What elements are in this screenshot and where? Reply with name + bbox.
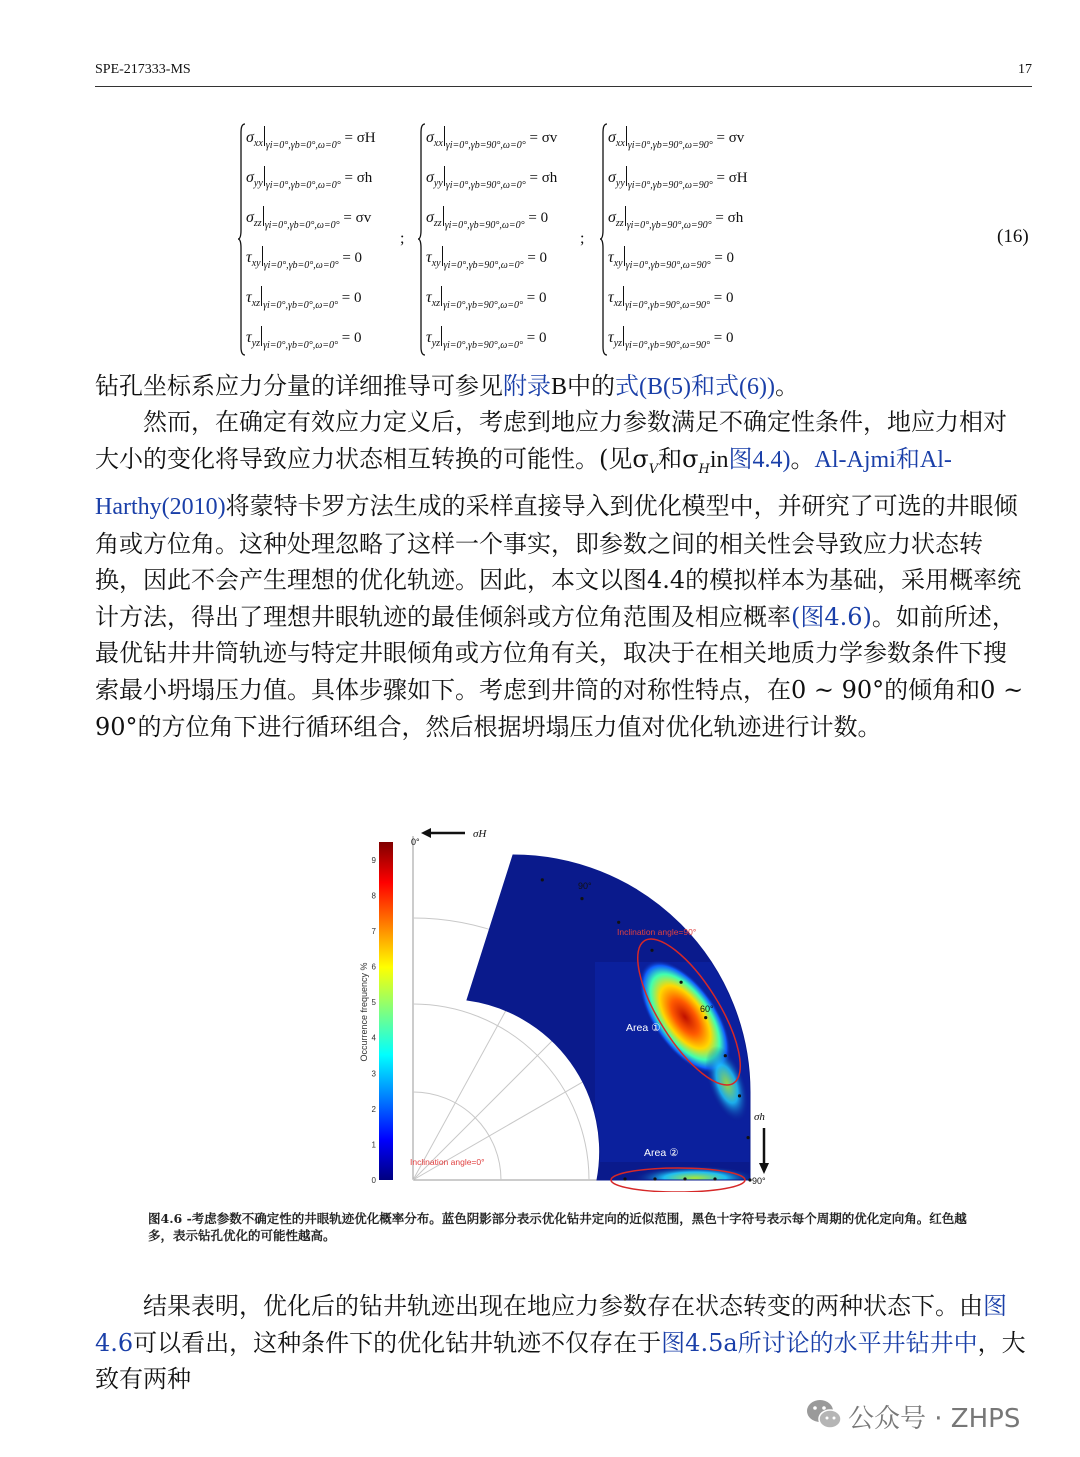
condition-subscript: γi=0°,γb=0°,ω=0° [265,140,341,151]
area-1-label: Area ① [626,1022,661,1034]
stress-symbol: σ [608,129,616,146]
stress-symbol: τ [426,249,432,266]
orientation-marker [704,1016,707,1019]
equation-rhs: = 0 [714,250,735,266]
condition-subscript: γi=0°,γb=90°,ω=0° [443,260,524,271]
angle-label-0: 0° [411,837,420,847]
paragraph-text: B中的 [551,374,616,400]
equation-row [246,166,373,191]
orientation-marker [650,949,653,952]
condition-subscript: γi=0°,γb=90°,ω=90° [625,300,711,311]
stress-subscript: xy [613,258,623,269]
condition-subscript: γi=0°,γb=90°,ω=90° [625,260,711,271]
figure-caption: 图4.6 -考虑参数不确定性的井眼轨迹优化概率分布。蓝色阴影部分表示优化钻井定向的近似范围，黑色十字符号表示每个周期的优化定向角。红色越多，表示钻孔优化的可能性越高。 [148,1211,967,1243]
stress-symbol: τ [426,289,432,306]
evaluation-bar [444,126,445,146]
inclination-0-label: Inclination angle=0° [410,1157,485,1167]
equation-row [608,126,745,151]
equation-rhs: = σh [529,170,558,186]
equation-row [426,246,548,271]
evaluation-bar [264,126,265,146]
stress-symbol: σ [246,209,254,226]
colorbar-tick-label: 7 [371,926,376,936]
stress-subscript: xx [253,138,263,149]
evaluation-bar [625,206,626,226]
equation-row [426,286,547,311]
stress-subscript: xy [251,258,261,269]
paragraph-text: 结果表明，优化后的钻井轨迹出现在地应力参数存在状态转变的两种状态下。由 [143,1292,983,1320]
stress-subscript: xx [433,138,443,149]
stress-symbol: τ [608,329,614,346]
colorbar-tick-label: 9 [371,855,376,865]
evaluation-bar [443,206,444,226]
evaluation-bar [441,326,442,346]
stress-subscript: yz [613,338,623,349]
orientation-marker [617,921,620,924]
angle-label-90-right: 90° [752,1176,766,1186]
stress-symbol: τ [246,289,252,306]
paragraph-1 [95,368,1030,406]
condition-subscript: γi=0°,γb=0°,ω=0° [265,180,341,191]
colorbar-tick-label: 6 [371,962,376,972]
equation-row [608,286,734,311]
equation-rhs: = σv [343,210,372,226]
paragraph-3 [95,1288,1030,1398]
watermark [800,1392,1060,1438]
equation-rhs: = 0 [342,250,363,266]
colorbar-tick-label: 8 [371,891,376,901]
equation-row [426,126,558,151]
equation-row [246,246,363,271]
equation-rhs: = 0 [526,330,547,346]
paragraph-text: 钻孔坐标系应力分量的详细推导可参见 [95,372,503,400]
evaluation-bar [626,166,627,186]
paragraph-text: 。 [790,444,815,473]
stress-symbol: τ [246,329,252,346]
figure-4-4-link[interactable]: 图4.4) [728,446,791,473]
stress-subscript: yy [253,178,263,189]
stress-symbol: τ [608,249,614,266]
area-2-label: Area ② [644,1147,679,1159]
stress-subscript: zz [433,218,442,229]
paragraph-text: ，大致有两种 [95,1328,1026,1394]
evaluation-bar [624,246,625,266]
equation-row [426,326,547,351]
orientation-marker [580,897,583,900]
equation-row [246,206,372,231]
orientation-marker [680,981,683,984]
colorbar [379,842,393,1180]
condition-subscript: γi=0°,γb=90°,ω=0° [445,140,526,151]
evaluation-bar [261,286,262,306]
equation-rhs: = 0 [341,290,362,306]
stress-subscript: zz [253,218,262,229]
stress-subscript: xz [613,298,623,309]
colorbar-ticks [372,856,377,1185]
equation-row [608,166,748,191]
colorbar-tick-label: 3 [371,1069,376,1079]
equation-row [608,326,734,351]
equation-rhs: = σv [529,130,558,146]
equation-row [426,166,558,191]
condition-subscript: γi=0°,γb=90°,ω=0° [445,180,526,191]
condition-subscript: γi=0°,γb=90°,ω=90° [627,140,713,151]
equation-rhs: = 0 [526,290,547,306]
equation-rhs: = σH [716,170,748,186]
condition-subscript: γi=0°,γb=90°,ω=90° [626,220,712,231]
equation-rhs: = 0 [713,290,734,306]
equation-row [608,206,744,231]
orientation-marker [747,1136,750,1139]
stress-symbol: σ [426,209,434,226]
orientation-marker [653,1177,656,1180]
equation-rhs: = 0 [528,210,549,226]
left-brace [238,122,246,357]
stress-subscript: yy [615,178,625,189]
evaluation-bar [263,206,264,226]
orientation-marker [738,1094,741,1097]
evaluation-bar [626,126,627,146]
stress-symbol: σ [246,169,254,186]
stress-symbol: τ [426,329,432,346]
figure-4-6-link[interactable]: (图4.6) [791,602,872,631]
wechat-icon [804,1394,844,1434]
evaluation-bar [444,166,445,186]
evaluation-bar [623,326,624,346]
paragraph-2 [95,404,1030,745]
stress-symbol: σ [246,129,254,146]
colorbar-tick-label: 1 [371,1140,376,1150]
stress-symbol: τ [608,289,614,306]
colorbar-tick-label: 0 [371,1176,376,1185]
equation-rhs: = σv [716,130,745,146]
figure-4-6-link[interactable]: 图4.6 [95,1292,1007,1357]
angle-label-60: 60° [700,1004,714,1014]
left-brace [600,122,608,357]
condition-subscript: γi=0°,γb=90°,ω=90° [627,180,713,191]
stress-symbol: σ [426,169,434,186]
equation-number: (16) [997,226,1029,247]
contour-region [455,842,795,1190]
condition-subscript: γi=0°,γb=0°,ω=0° [263,260,339,271]
equation-rhs: = σh [715,210,744,226]
evaluation-bar [441,286,442,306]
subscript: V [648,461,659,477]
sigma-h-arrowhead [759,1163,769,1174]
stress-symbol: σ [608,209,616,226]
condition-subscript: γi=0°,γb=90°,ω=0° [443,340,524,351]
stress-symbol: τ [246,249,252,266]
stress-symbol: σ [426,129,434,146]
paragraph-text: 。 [774,372,799,400]
orientation-marker [623,1177,626,1180]
equation-rhs: = σH [344,130,376,146]
paragraph-text: 将蒙特卡罗方法生成的采样直接导入到优化模型中，并研究了可选的井眼倾角或方位角。这种处理忽略了这样一个事实，即参数之间的相关性会导致应力状态转换，因此不会产生理想的优化轨迹。因此，本文以图4.4的模拟样本为基础，采用概率统计方法，得出了理想井眼轨迹的最佳倾斜或方位角范围及相应概率 [95,491,1022,631]
condition-subscript: γi=0°,γb=0°,ω=0° [264,220,340,231]
orientation-marker [713,1177,716,1180]
left-brace [418,122,426,357]
sigma-H-label: σH [473,828,487,840]
colorbar-tick-label: 4 [371,1033,376,1043]
equation-row [246,326,362,351]
paragraph-text: 和σ [658,444,699,473]
paragraph-text: 。如前所述，最优钻井井筒轨迹与特定井眼倾角或方位角有关，取决于在相关地质力学参数条件下搜索最小坍塌压力值。具体步骤如下。考虑到井筒的对称性特点，在0 ~ 90°的倾角和0 ~ 90°的方位角下进行循环组合，然后根据坍塌压力值对优化轨迹进行计数。 [95,602,1024,741]
equation-row [608,246,735,271]
stress-subscript: zz [615,218,624,229]
evaluation-bar [264,166,265,186]
orientation-marker [683,1177,686,1180]
subscript: H [698,461,710,477]
evaluation-bar [262,246,263,266]
figure-plot [355,822,795,1192]
colorbar-tick-label: 5 [371,998,376,1008]
sigma-H-arrowhead [421,828,431,838]
orientation-marker [541,878,544,881]
equation-separator: ; [580,230,585,247]
stress-subscript: xz [251,298,261,309]
equation-link[interactable]: 式(B(5)和式(6)) [615,374,775,400]
equation-rhs: = 0 [713,330,734,346]
stress-subscript: xx [615,138,625,149]
equation-separator: ; [400,230,405,247]
page-number: 17 [1018,62,1032,77]
colorbar-label: Occurrence frequency % [359,962,369,1062]
figure-4-6 [355,822,795,1192]
reference-link[interactable]: Al-Ajmi和Al-Harthy(2010) [95,446,952,520]
equation-row [426,206,549,231]
document-id: SPE-217333-MS [95,62,191,77]
paragraph-text: in [709,446,729,473]
paragraph-text: 然而，在确定有效应力定义后，考虑到地应力参数满足不确定性条件，地应力相对大小的变化将导致应力状态相互转换的可能性。(见σ [95,408,1007,473]
paragraph-text: 可以看出，这种条件下的优化钻井轨迹不仅存在于 [133,1328,662,1357]
evaluation-bar [623,286,624,306]
sigma-h-label: σh [754,1111,765,1123]
colorbar-tick-label: 2 [371,1104,376,1114]
equation-16 [238,122,1038,362]
stress-subscript: yz [431,338,441,349]
page-header [95,62,1032,87]
stress-subscript: xz [431,298,441,309]
condition-subscript: γi=0°,γb=90°,ω=90° [625,340,711,351]
watermark-text: 公众号 · ZHPS [848,1404,1021,1434]
evaluation-bar [442,246,443,266]
stress-subscript: yz [251,338,261,349]
equation-rhs: = 0 [341,330,362,346]
stress-subscript: xy [431,258,441,269]
equation-row [246,286,362,311]
equation-row [246,126,376,151]
stress-symbol: σ [608,169,616,186]
condition-subscript: γi=0°,γb=90°,ω=0° [444,220,525,231]
appendix-link[interactable]: 附录 [503,372,551,400]
condition-subscript: γi=0°,γb=90°,ω=0° [443,300,524,311]
stress-subscript: yy [433,178,443,189]
equation-rhs: = 0 [527,250,548,266]
orientation-marker [724,1054,727,1057]
angle-label-90-top: 90° [578,881,592,891]
inclination-90-label: Inclination angle=90° [617,927,697,937]
condition-subscript: γi=0°,γb=0°,ω=0° [263,300,339,311]
evaluation-bar [261,326,262,346]
condition-subscript: γi=0°,γb=0°,ω=0° [263,340,339,351]
equation-rhs: = σh [344,170,373,186]
figure-4-5a-link[interactable]: 图4.5a所讨论的水平井钻井中 [661,1328,978,1357]
